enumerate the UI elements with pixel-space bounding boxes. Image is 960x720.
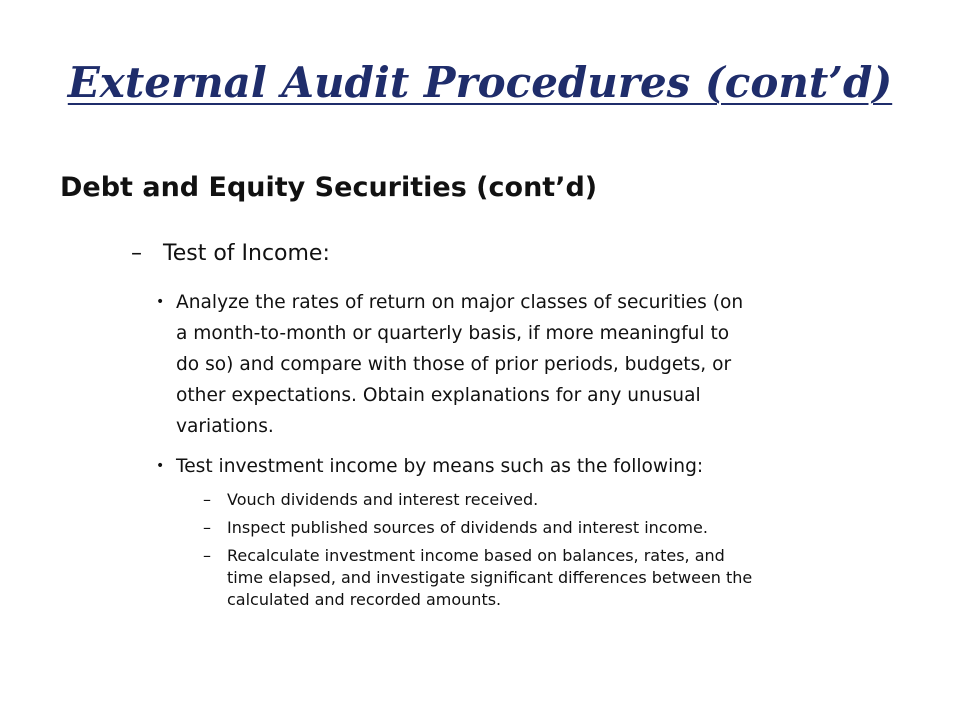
bullet-line: other expectations. Obtain explanations for any unusual — [176, 385, 701, 406]
bullet-line: Test investment income by means such as the following: — [176, 456, 704, 477]
sub-item-line: Inspect published sources of dividends and interest income. — [227, 518, 708, 537]
dash-marker: – — [203, 490, 211, 509]
sub-item-line: time elapsed, and investigate significant differences between the — [227, 568, 753, 587]
sub-item — [203, 517, 903, 539]
bullet-item — [156, 451, 916, 482]
bullet-line: do so) and compare with those of prior periods, budgets, or — [176, 354, 732, 375]
bullet-line: a month-to-month or quarterly basis, if more meaningful to — [176, 323, 730, 344]
bullet-line: Analyze the rates of return on major classes of securities (on — [176, 292, 744, 313]
sub-list — [203, 489, 903, 617]
sub-item-line: calculated and recorded amounts. — [227, 590, 502, 609]
bullet-marker: • — [156, 458, 165, 474]
dash-marker: – — [203, 518, 211, 537]
sub-item-line: Vouch dividends and interest received. — [227, 490, 539, 509]
slide-title: External Audit Procedures (cont’d) — [67, 58, 893, 107]
dash-marker: – — [203, 546, 211, 565]
sub-item — [203, 545, 903, 611]
level1-text: Test of Income: — [163, 241, 330, 266]
level1-item — [131, 241, 330, 266]
bullet-line: variations. — [176, 416, 274, 437]
dash-marker: – — [131, 241, 142, 266]
bullet-text — [176, 451, 896, 482]
sub-item-line: Recalculate investment income based on balances, rates, and — [227, 546, 725, 565]
sub-item-text — [227, 489, 903, 511]
bullet-item — [156, 287, 916, 442]
bullet-text — [176, 287, 896, 442]
bullet-marker: • — [156, 294, 165, 310]
section-heading: Debt and Equity Securities (cont’d) — [60, 172, 598, 203]
sub-item — [203, 489, 903, 511]
sub-item-text — [227, 545, 903, 611]
sub-item-text — [227, 517, 903, 539]
